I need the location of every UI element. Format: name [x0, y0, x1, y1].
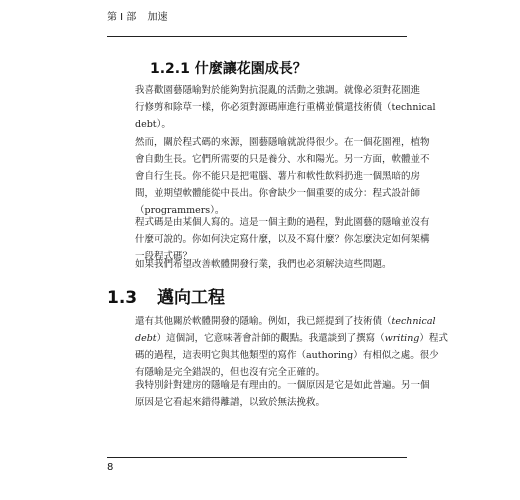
text-line: 如果我們希望改善軟體開發行業，我們也必須解決這些問題。	[135, 259, 392, 270]
text-line: 碼的過程，這表明它與其他類型的寫作（authoring）有相似之處。很少	[135, 350, 439, 361]
text-line	[135, 313, 436, 330]
section-heading-1-3	[107, 283, 225, 308]
paragraph-2	[135, 134, 430, 219]
text-line: 然而，關於程式碼的來源，園藝隱喻就說得很少。在一個花園裡，植物	[135, 137, 430, 148]
running-header	[107, 0, 407, 37]
section-heading-1-2-1	[150, 58, 307, 78]
text-line: 我喜歡園藝隱喻對於能夠對抗混亂的活動之強調。就像必須對花園進	[135, 85, 421, 96]
text-run: 還有其他關於軟體開發的隱喻。例如，我已經提到了技術債（	[135, 316, 392, 327]
text-line: 我特別針對建房的隱喻是有理由的。一個原因是它是如此普遍。另一個	[135, 380, 430, 391]
italic-term: debt	[135, 333, 157, 344]
text-line: 間，並期望軟體能從中長出。你會缺少一個重要的成分：程式設計師	[135, 188, 421, 199]
paragraph-4	[135, 256, 397, 273]
text-line: 會自動生長。它們所需要的只是養分、水和陽光。另一方面，軟體並不	[135, 154, 430, 165]
section-number: 1.3	[107, 288, 138, 308]
text-run: ）這個詞，它意味著會計師的觀點。我還談到了撰寫（	[156, 333, 385, 344]
text-run: ）程式	[419, 333, 448, 344]
text-line: debt）。	[135, 119, 171, 130]
text-line: 會自行生長。你不能只是把電腦、薯片和軟性飲料扔進一個黑暗的房	[135, 171, 421, 182]
paragraph-1	[135, 82, 436, 133]
italic-term: technical	[391, 316, 436, 327]
text-line: 一段程式碼？	[135, 251, 193, 262]
page-number: 8	[107, 462, 114, 473]
footer-rule	[107, 457, 407, 458]
header-title: 加速	[147, 12, 168, 23]
paragraph-5	[135, 313, 448, 381]
section-title: 什麼讓花園成長？	[194, 61, 307, 77]
section-title: 邁向工程	[157, 288, 226, 308]
text-line: （programmers）。	[135, 205, 225, 216]
text-line: 原因是它看起來錯得離譜，以致於無法挽救。	[135, 397, 326, 408]
italic-term: writing	[384, 333, 420, 344]
paragraph-6	[135, 377, 430, 411]
text-line: 什麼可說的。你如何決定寫什麼，以及不寫什麼？你怎麼決定如何架構	[135, 234, 430, 245]
text-line: 行修剪和除草一樣，你必須對源碼庫進行重構並償還技術債（technical	[135, 102, 436, 113]
text-line: 程式碼是由某個人寫的。這是一個主動的過程，對此園藝的隱喻並沒有	[135, 217, 430, 228]
text-line: 有隱喻是完全錯誤的，但也沒有完全正確的。	[135, 367, 326, 378]
text-line	[135, 330, 448, 347]
header-part: 第 I 部	[107, 12, 137, 23]
section-number: 1.2.1	[150, 61, 190, 77]
